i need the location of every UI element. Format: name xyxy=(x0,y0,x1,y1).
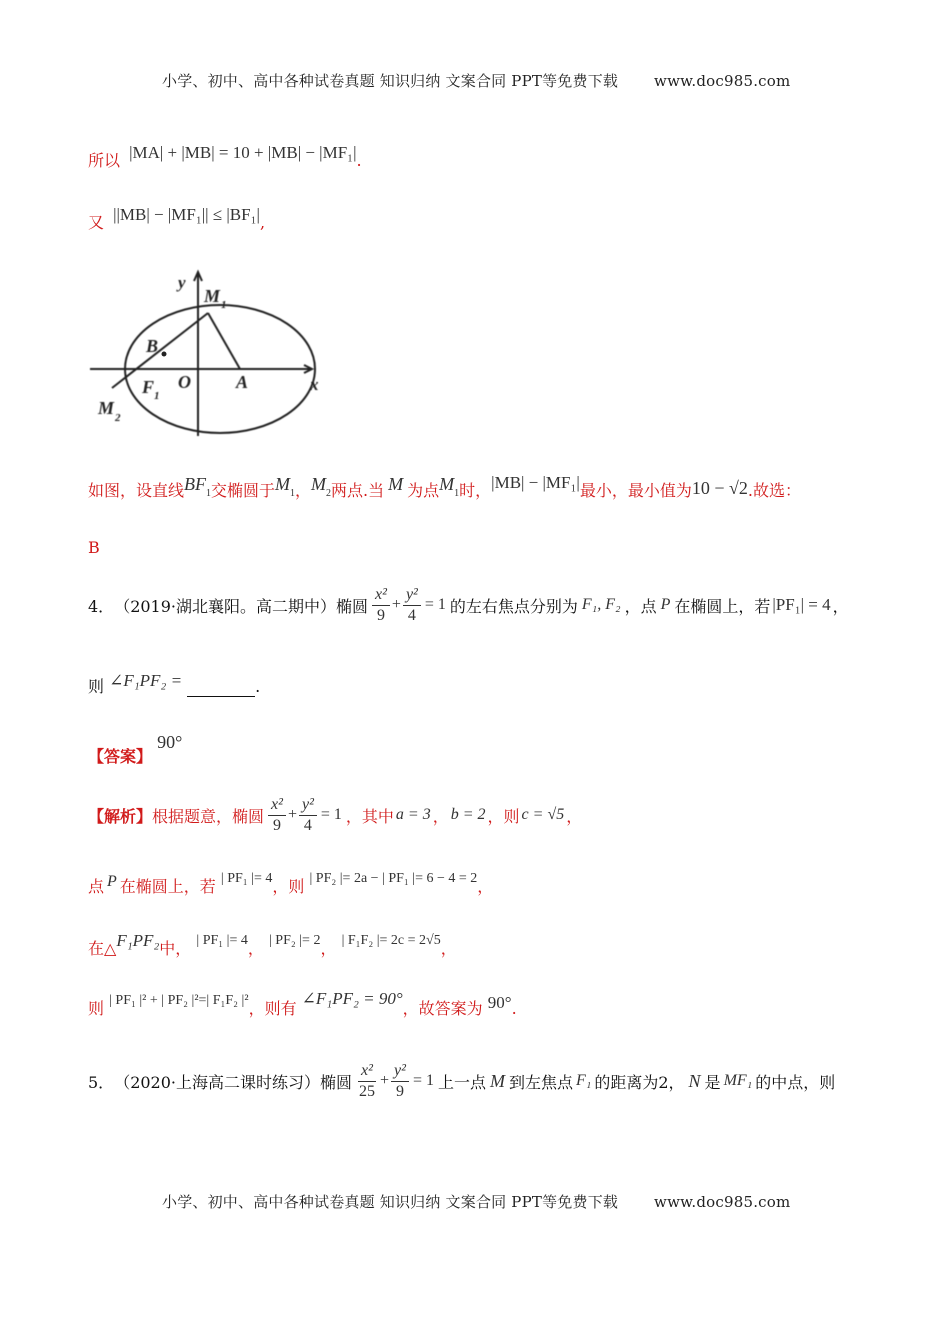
label-m2: M xyxy=(98,398,115,418)
analysis-line4: 则 | PF₁ |² + | PF₂ |²=| F₁F₂ |²，则有 ∠F₁PF₂ = 90°，故答案为 90°. xyxy=(88,989,517,1018)
analysis-pf1: | PF₁ |= 4 xyxy=(220,871,273,886)
explain-m2: M xyxy=(311,474,327,494)
label-b: B xyxy=(146,336,159,356)
you-end: , xyxy=(259,213,266,232)
explain-p4: 两点.当 xyxy=(331,481,385,500)
question-5: 5． （2020·上海高二课时练习）椭圆 $\frac{\text{x²}}{25}$ + $\frac{\text{y²}}{9}$ = 1 上一点 M 到左焦点 F₁ 的距离为2， N 是 MF₁ 的中点，则 xyxy=(88,1062,836,1100)
line-suoyi xyxy=(88,143,362,171)
you-label: 又 xyxy=(88,213,105,232)
line-m1-a xyxy=(208,313,240,369)
line-m2-m1 xyxy=(112,313,208,388)
explain-m1: M xyxy=(275,474,291,494)
analysis-frac2: $\frac{\text{y²}}{4}$ xyxy=(299,796,317,834)
analysis-b: b = 2 xyxy=(450,806,486,824)
explain-bf1: BF xyxy=(184,474,207,494)
analysis-a: a = 3 xyxy=(395,806,431,824)
analysis-label: 【解析】 xyxy=(88,806,153,826)
q4-angle: ∠F₁PF₂ = xyxy=(109,671,183,690)
answer-line xyxy=(88,732,183,767)
explain-p3: ， xyxy=(295,481,312,500)
explain-line: 如图，设直线$BF_1$交椭圆于$M_1$，$M_2$两点.当 M 为点$M_1$时，|MB| − |MF₁|最小，最小值为10 − √2.故选： xyxy=(88,473,801,500)
footer-text: 小学、初中、高中各种试卷真题 知识归纳 文案合同 PPT等免费下载 xyxy=(162,1193,619,1211)
suoyi-label: 所以 xyxy=(88,151,121,170)
q4-source: （2019·湖北襄阳。高二期中）椭圆 xyxy=(114,596,368,616)
label-m1-sub: 1 xyxy=(221,299,227,311)
explain-p8: .故选： xyxy=(747,481,801,500)
explain-choice: B xyxy=(88,538,100,557)
q5-number: 5． xyxy=(88,1072,115,1092)
you-equation: ||MB| − |MF₁|| ≤ |BF₁| xyxy=(113,205,260,224)
q4-foci: F₁, F₂ xyxy=(581,596,621,614)
explain-p6: 时， xyxy=(459,481,492,500)
page-header xyxy=(162,70,790,91)
q4-frac2: $\frac{\text{y²}}{4}$ xyxy=(403,586,421,624)
question-4: 4． （2019·湖北襄阳。高二期中）椭圆 $\frac{\text{x²}}{9}$ + $\frac{\text{y²}}{4}$ = 1 的左右焦点分别为 F₁, F₂ ，点 P 在椭圆上，若 |PF₁| = 4 ， xyxy=(88,586,849,624)
header-url: www.doc985.com xyxy=(654,72,791,90)
explain-p7: 最小，最小值为 xyxy=(579,481,692,500)
header-text: 小学、初中、高中各种试卷真题 知识归纳 文案合同 PPT等免费下载 xyxy=(162,72,619,90)
analysis-line3: 在△F₁PF₂中， | PF₁ |= 4， | PF₂ |= 2， | F₁F₂ |= 2c = 2√5， xyxy=(88,931,457,958)
label-y: y xyxy=(178,273,186,292)
label-f1: F xyxy=(142,377,155,397)
footer-url: www.doc985.com xyxy=(654,1193,791,1211)
label-m1: M xyxy=(204,286,221,306)
q4-number: 4． xyxy=(88,596,115,616)
analysis-frac1: $\frac{\text{x²}}{9}$ xyxy=(268,796,286,834)
explain-m1b: M xyxy=(439,474,455,494)
line-you xyxy=(88,205,266,233)
analysis-angle: ∠F₁PF₂ = 90° xyxy=(301,989,403,1008)
suoyi-end: . xyxy=(356,151,362,170)
q5-frac1: $\frac{\text{x²}}{25}$ xyxy=(359,1062,375,1100)
explain-p5: 为点 xyxy=(407,481,440,500)
ellipse-figure xyxy=(88,268,328,438)
question-4-line2: 则 ∠F₁PF₂ = . xyxy=(88,671,261,696)
q4-blank[interactable] xyxy=(187,680,255,697)
label-f1-sub: 1 xyxy=(154,390,160,402)
explain-p1: 如图，设直线 xyxy=(88,481,185,500)
analysis-pythagoras: | PF₁ |² + | PF₂ |²=| F₁F₂ |² xyxy=(109,993,249,1008)
q4-frac1: $\frac{\text{x²}}{9}$ xyxy=(372,586,390,624)
analysis-line1: 【解析】 根据题意，椭圆 $\frac{\text{x²}}{9}$ + $\frac{\text{y²}}{4}$ = 1 ，其中 a = 3 ， b = 2 ，则 c = √5 ， xyxy=(88,796,583,834)
point-b xyxy=(162,352,167,357)
label-x: x xyxy=(310,375,319,394)
answer-label: 【答案】 xyxy=(88,747,153,766)
explain-val: 10 − √2 xyxy=(691,478,748,498)
explain-abs: |MB| − |MF₁| xyxy=(491,473,580,492)
q5-source: （2020·上海高二课时练习）椭圆 xyxy=(114,1072,352,1092)
analysis-triangle: F₁PF₂ xyxy=(116,931,160,950)
explain-p2: 交椭圆于 xyxy=(211,481,276,500)
analysis-line2: 点 P 在椭圆上，若 | PF₁ |= 4，则 | PF₂ |= 2a − | PF₁ |= 6 − 4 = 2， xyxy=(88,871,494,896)
answer-value: 90° xyxy=(157,732,183,752)
explain-m: M xyxy=(388,474,404,494)
q5-frac2: $\frac{\text{y²}}{9}$ xyxy=(391,1062,409,1100)
analysis-final: 90° xyxy=(487,993,512,1012)
q4-condition: |PF₁| = 4 xyxy=(772,595,831,615)
suoyi-equation: |MA| + |MB| = 10 + |MB| − |MF₁| xyxy=(129,143,357,162)
page-footer xyxy=(162,1191,790,1212)
q4-p: P xyxy=(660,596,671,614)
analysis-pf2: | PF₂ |= 2a − | PF₁ |= 6 − 4 = 2 xyxy=(309,871,478,886)
analysis-c: c = √5 xyxy=(521,806,565,824)
label-o: O xyxy=(178,372,191,392)
label-m2-sub: 2 xyxy=(115,412,121,424)
label-a: A xyxy=(236,372,249,392)
